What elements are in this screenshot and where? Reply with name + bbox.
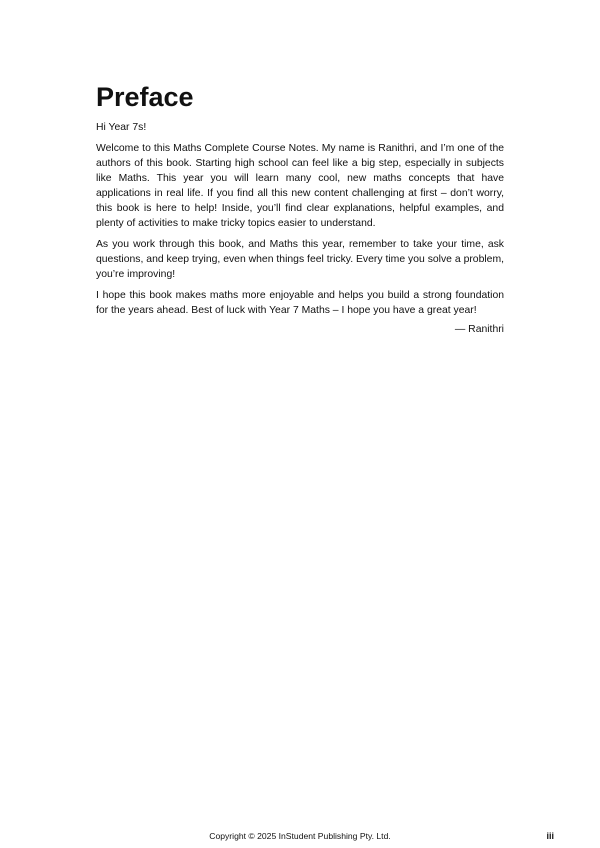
page-title: Preface (96, 82, 194, 112)
paragraph-closing: I hope this book makes maths more enjoyable and helps you build a strong foundation for the years ahead. Best of luck with Year 7 Maths – I hope you have a great year! (96, 290, 504, 316)
copyright-notice: Copyright © 2025 InStudent Publishing Pty. Ltd. (209, 831, 391, 841)
page-number: iii (546, 831, 554, 841)
greeting-text: Hi Year 7s! (96, 122, 147, 133)
author-signature: — Ranithri (454, 324, 504, 335)
preface-section (96, 80, 504, 337)
paragraph-welcome: Welcome to this Maths Complete Course Notes. My name is Ranithri, and I’m one of the authors of this book. Starting high school can feel like a big step, especially in subjects like Maths. This year you will learn many cool, new maths concepts that have applications in real life. If you find all this new content challenging at first – don’t worry, this book is here to help! Inside, you’ll find clear explanations, helpful examples, and plenty of activities to make tricky topics easier to understand. (96, 143, 504, 229)
page-footer (0, 829, 600, 843)
paragraph-advice: As you work through this book, and Maths this year, remember to take your time, ask questions, and keep trying, even when things feel tricky. Every time you solve a problem, you’re improving! (96, 239, 504, 280)
